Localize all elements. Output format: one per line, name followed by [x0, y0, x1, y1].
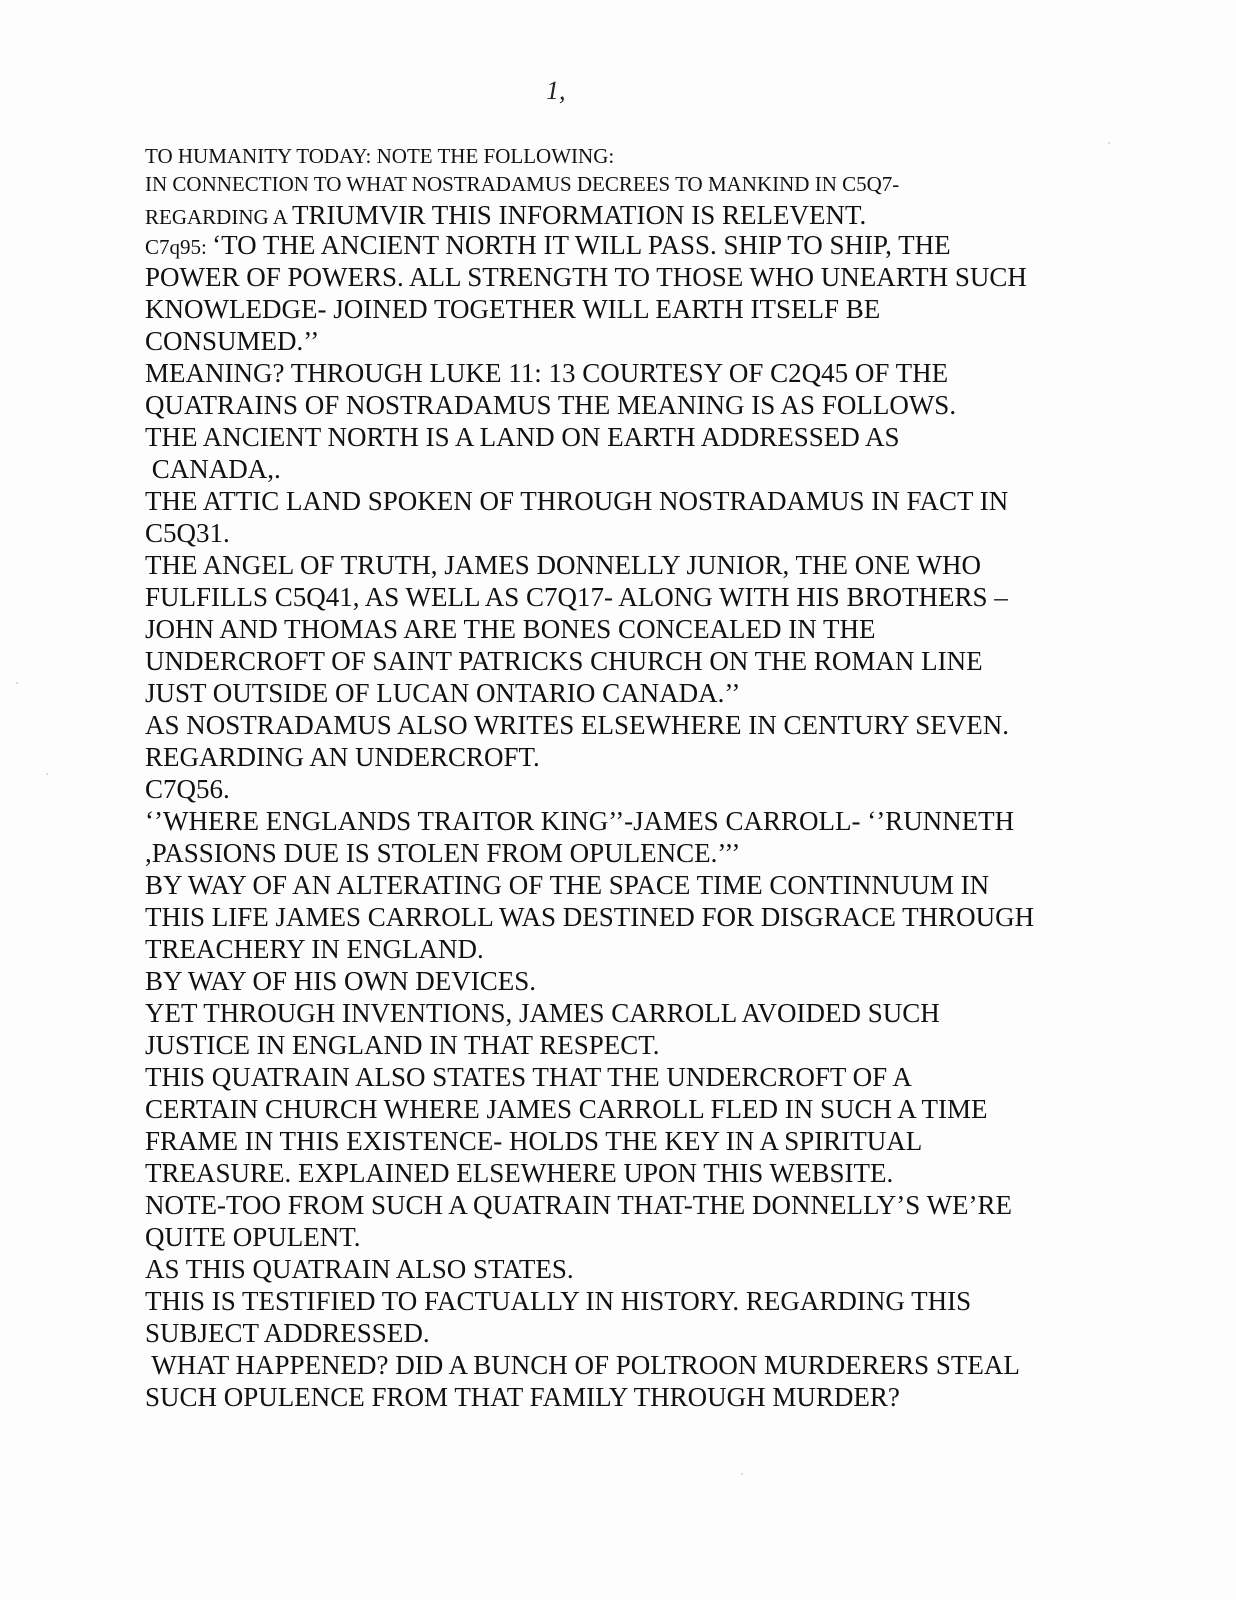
text-line: FRAME IN THIS EXISTENCE- HOLDS THE KEY IN A SPIRITUAL [145, 1126, 923, 1156]
scan-speck [16, 682, 18, 684]
text-line: FULFILLS C5Q41, AS WELL AS C7Q17- ALONG WITH HIS BROTHERS – [145, 582, 1008, 612]
text-line: SUBJECT ADDRESSED. [145, 1318, 430, 1348]
text-line: TREACHERY IN ENGLAND. [145, 934, 484, 964]
text-line: QUATRAINS OF NOSTRADAMUS THE MEANING IS AS FOLLOWS. [145, 390, 957, 420]
text-line-prefix: C7q95: [145, 235, 213, 259]
text-line: KNOWLEDGE- JOINED TOGETHER WILL EARTH ITSELF BE [145, 294, 881, 324]
text-line: NOTE-TOO FROM SUCH A QUATRAIN THAT-THE DONNELLY’S WE’RE [145, 1190, 1013, 1220]
text-line: TREASURE. EXPLAINED ELSEWHERE UPON THIS WEBSITE. [145, 1158, 894, 1188]
text-line: YET THROUGH INVENTIONS, JAMES CARROLL AVOIDED SUCH [145, 998, 940, 1028]
text-line: CERTAIN CHURCH WHERE JAMES CARROLL FLED IN SUCH A TIME [145, 1094, 988, 1124]
scan-speck [1108, 142, 1110, 144]
text-line: C7Q56. [145, 774, 230, 804]
text-line: THIS LIFE JAMES CARROLL WAS DESTINED FOR DISGRACE THROUGH [145, 902, 1035, 932]
text-line: BY WAY OF HIS OWN DEVICES. [145, 966, 537, 996]
text-line: C5Q31. [145, 518, 230, 548]
text-line-prefix: REGARDING A [145, 205, 293, 229]
text-line: THIS IS TESTIFIED TO FACTUALLY IN HISTORY. REGARDING THIS [145, 1286, 972, 1316]
text-line: AS THIS QUATRAIN ALSO STATES. [145, 1254, 574, 1284]
text-line: MEANING? THROUGH LUKE 11: 13 COURTESY OF C2Q45 OF THE [145, 358, 949, 388]
text-line: WHAT HAPPENED? DID A BUNCH OF POLTROON MURDERERS STEAL [145, 1350, 1020, 1380]
text-line: JUST OUTSIDE OF LUCAN ONTARIO CANADA.’’ [145, 678, 741, 708]
text-line: IN CONNECTION TO WHAT NOSTRADAMUS DECREES TO MANKIND IN C5Q7- [145, 172, 900, 196]
text-line: JUSTICE IN ENGLAND IN THAT RESPECT. [145, 1030, 660, 1060]
text-line: QUITE OPULENT. [145, 1222, 361, 1252]
text-line [145, 202, 866, 229]
text-line: THE ANCIENT NORTH IS A LAND ON EARTH ADDRESSED AS [145, 422, 900, 452]
text-line: THE ATTIC LAND SPOKEN OF THROUGH NOSTRADAMUS IN FACT IN [145, 486, 1009, 516]
text-line: UNDERCROFT OF SAINT PATRICKS CHURCH ON THE ROMAN LINE [145, 646, 983, 676]
text-line: POWER OF POWERS. ALL STRENGTH TO THOSE WHO UNEARTH SUCH [145, 262, 1027, 292]
scan-speck [741, 1473, 743, 1475]
text-line [145, 232, 951, 259]
text-line-rest: ‘TO THE ANCIENT NORTH IT WILL PASS. SHIP TO SHIP, THE [212, 230, 951, 260]
text-line: TO HUMANITY TODAY: NOTE THE FOLLOWING: [145, 144, 615, 168]
text-line: THIS QUATRAIN ALSO STATES THAT THE UNDERCROFT OF A [145, 1062, 912, 1092]
scan-speck [46, 773, 48, 775]
text-line: CANADA,. [145, 454, 281, 484]
handwritten-page-number: 1, [546, 76, 566, 105]
text-line: JOHN AND THOMAS ARE THE BONES CONCEALED IN THE [145, 614, 876, 644]
text-line: CONSUMED.’’ [145, 326, 320, 356]
text-line-rest: TRIUMVIR THIS INFORMATION IS RELEVENT. [292, 200, 867, 230]
text-line: ,PASSIONS DUE IS STOLEN FROM OPULENCE.’’’ [145, 838, 741, 868]
text-line: REGARDING AN UNDERCROFT. [145, 742, 540, 772]
text-line: BY WAY OF AN ALTERATING OF THE SPACE TIME CONTINNUUM IN [145, 870, 990, 900]
text-line: AS NOSTRADAMUS ALSO WRITES ELSEWHERE IN CENTURY SEVEN. [145, 710, 1010, 740]
text-line: ‘’WHERE ENGLANDS TRAITOR KING’’-JAMES CARROLL- ‘’RUNNETH [145, 806, 1015, 836]
text-line: SUCH OPULENCE FROM THAT FAMILY THROUGH MURDER? [145, 1382, 900, 1412]
text-line: THE ANGEL OF TRUTH, JAMES DONNELLY JUNIOR, THE ONE WHO [145, 550, 982, 580]
